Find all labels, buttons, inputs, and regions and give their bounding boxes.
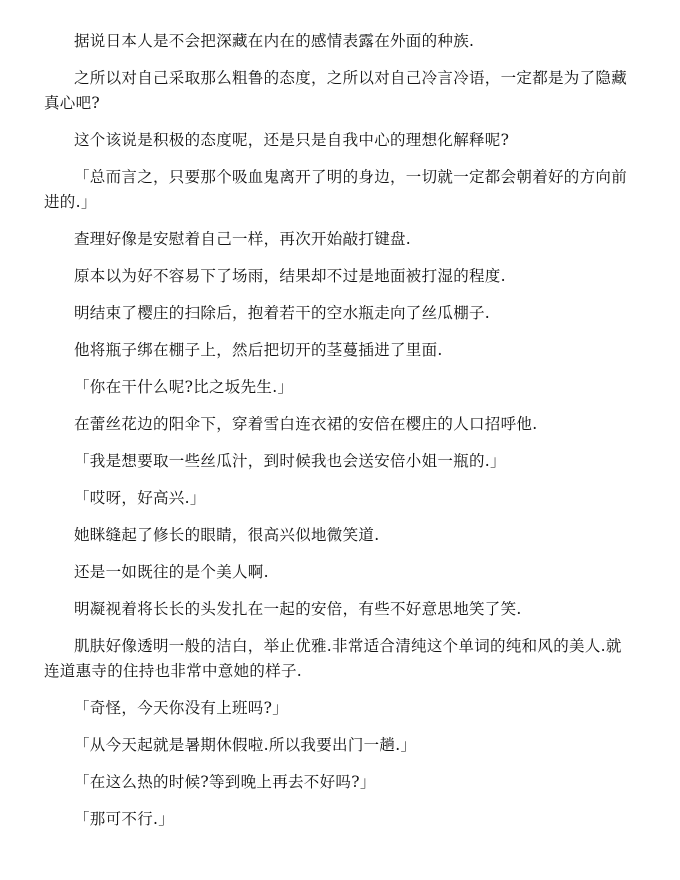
paragraph-5: 查理好像是安慰着自己一样，再次开始敲打键盘. bbox=[74, 230, 412, 248]
paragraph-1: 据说日本人是不会把深藏在内在的感情表露在外面的种族. bbox=[74, 32, 475, 50]
paragraph-9: 「你在干什么呢?比之坂先生.」 bbox=[74, 378, 294, 396]
paragraph-10: 在蕾丝花边的阳伞下，穿着雪白连衣裙的安倍在樱庄的人口招呼他. bbox=[74, 415, 538, 433]
paragraph-15: 明凝视着将长长的头发扎在一起的安倍，有些不好意思地笑了笑. bbox=[74, 600, 522, 618]
paragraph-2: 之所以对自己采取那么粗鲁的态度，之所以对自己冷言冷语，一定都是为了隐藏真心吧? bbox=[44, 69, 628, 112]
paragraph-7: 明结束了樱庄的扫除后，抱着若干的空水瓶走向了丝瓜棚子. bbox=[74, 304, 491, 322]
paragraph-20: 「那可不行.」 bbox=[74, 810, 175, 828]
paragraph-16: 肌肤好像透明一般的洁白，举止优雅.非常适合清纯这个单词的纯和风的美人.就连道惠寺的住持也非常中意她的样子. bbox=[44, 637, 622, 680]
paragraph-8: 他将瓶子绑在棚子上，然后把切开的茎蔓插进了里面. bbox=[74, 341, 443, 359]
paragraph-11: 「我是想要取一些丝瓜汁，到时候我也会送安倍小姐一瓶的.」 bbox=[74, 452, 506, 470]
paragraph-14: 还是一如既往的是个美人啊. bbox=[74, 563, 269, 581]
paragraph-18: 「从今天起就是暑期休假啦.所以我要出门一趟.」 bbox=[74, 736, 417, 754]
paragraph-3: 这个该说是积极的态度呢，还是只是自我中心的理想化解释呢? bbox=[74, 131, 510, 149]
paragraph-6: 原本以为好不容易下了场雨，结果却不过是地面被打湿的程度. bbox=[74, 267, 506, 285]
paragraph-17: 「奇怪，今天你没有上班吗?」 bbox=[74, 699, 289, 717]
paragraph-4: 「总而言之，只要那个吸血鬼离开了明的身边，一切就一定都会朝着好的方向前进的.」 bbox=[44, 168, 628, 211]
paragraph-12: 「哎呀，好高兴.」 bbox=[74, 489, 206, 507]
paragraph-19: 「在这么热的时候?等到晚上再去不好吗?」 bbox=[74, 773, 376, 791]
paragraph-13: 她眯缝起了修长的眼睛，很高兴似地微笑道. bbox=[74, 526, 380, 544]
